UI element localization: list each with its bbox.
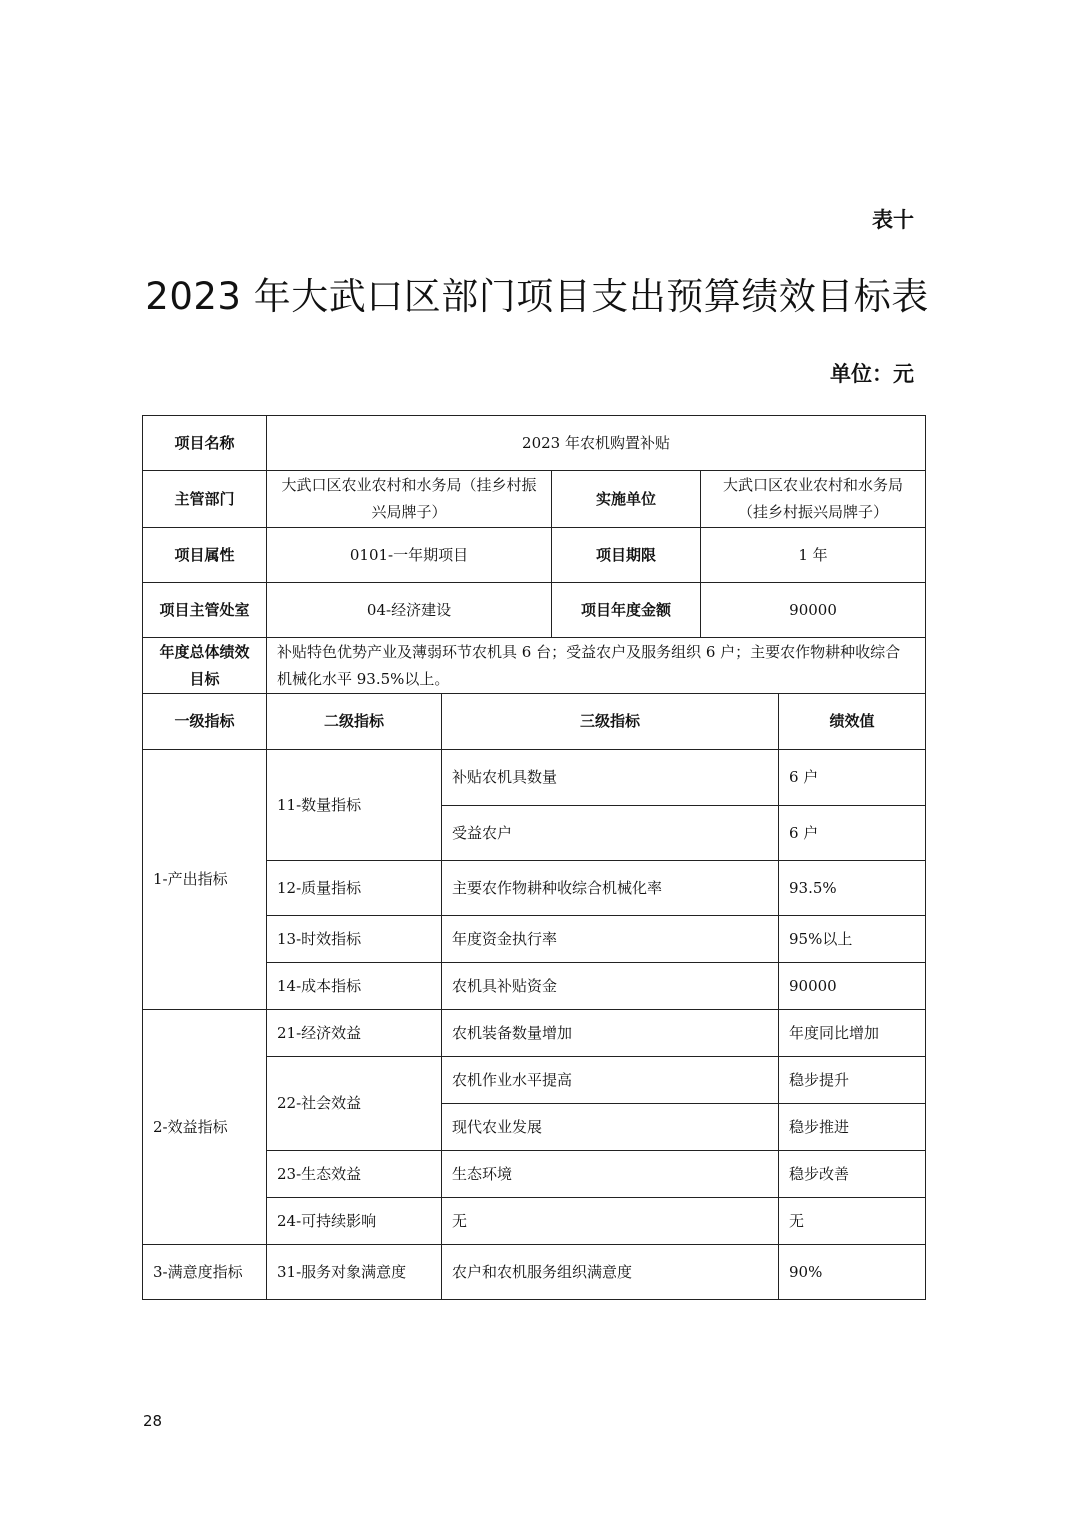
level3-item: 农机装备数量增加 [442, 1010, 779, 1057]
table-row [143, 1245, 926, 1300]
table-row [143, 1010, 926, 1057]
indicator-value: 稳步推进 [779, 1104, 926, 1151]
level3-item: 受益农户 [442, 806, 779, 861]
page-number: 28 [143, 1412, 163, 1430]
level1-output: 1-产出指标 [143, 750, 267, 1010]
period-label: 项目期限 [552, 528, 701, 583]
goal-label: 年度总体绩效目标 [143, 638, 267, 694]
indicator-value: 稳步改善 [779, 1151, 926, 1198]
indicator-value: 90% [779, 1245, 926, 1300]
period-value: 1 年 [701, 528, 926, 583]
level2-quantity: 11-数量指标 [267, 750, 442, 861]
goal-row [143, 638, 926, 694]
office-row [143, 583, 926, 638]
amount-label: 项目年度金额 [552, 583, 701, 638]
attr-label: 项目属性 [143, 528, 267, 583]
table-number: 表十 [872, 208, 914, 232]
indicator-value: 6 户 [779, 750, 926, 806]
header-level2: 二级指标 [267, 694, 442, 750]
attr-value: 0101-一年期项目 [267, 528, 552, 583]
level3-item: 现代农业发展 [442, 1104, 779, 1151]
office-value: 04-经济建设 [267, 583, 552, 638]
level2-social: 22-社会效益 [267, 1057, 442, 1151]
indicator-value: 无 [779, 1198, 926, 1245]
level1-benefit: 2-效益指标 [143, 1010, 267, 1245]
header-value: 绩效值 [779, 694, 926, 750]
attribute-row [143, 528, 926, 583]
indicator-value: 稳步提升 [779, 1057, 926, 1104]
level2-ecological: 23-生态效益 [267, 1151, 442, 1198]
header-level1: 一级指标 [143, 694, 267, 750]
table-row [143, 750, 926, 806]
performance-target-table [142, 415, 926, 1300]
indicator-value: 年度同比增加 [779, 1010, 926, 1057]
project-name-row [143, 416, 926, 471]
level2-sustainable: 24-可持续影响 [267, 1198, 442, 1245]
level1-satisfaction: 3-满意度指标 [143, 1245, 267, 1300]
indicator-value: 90000 [779, 963, 926, 1010]
level3-item: 农机作业水平提高 [442, 1057, 779, 1104]
level3-item: 无 [442, 1198, 779, 1245]
department-row [143, 471, 926, 528]
dept-value: 大武口区农业农村和水务局（挂乡村振兴局牌子） [267, 471, 552, 528]
header-level3: 三级指标 [442, 694, 779, 750]
amount-value: 90000 [701, 583, 926, 638]
indicator-value: 93.5% [779, 861, 926, 916]
indicator-value: 95%以上 [779, 916, 926, 963]
project-name-label: 项目名称 [143, 416, 267, 471]
level2-cost: 14-成本指标 [267, 963, 442, 1010]
indicator-header-row [143, 694, 926, 750]
level3-item: 农机具补贴资金 [442, 963, 779, 1010]
level3-item: 生态环境 [442, 1151, 779, 1198]
level3-item: 主要农作物耕种收综合机械化率 [442, 861, 779, 916]
goal-value: 补贴特色优势产业及薄弱环节农机具 6 台；受益农户及服务组织 6 户；主要农作物耕种收综合机械化水平 93.5%以上。 [267, 638, 926, 694]
office-label: 项目主管处室 [143, 583, 267, 638]
project-name-value: 2023 年农机购置补贴 [267, 416, 926, 471]
level2-economic: 21-经济效益 [267, 1010, 442, 1057]
level2-service-satisfaction: 31-服务对象满意度 [267, 1245, 442, 1300]
dept-label: 主管部门 [143, 471, 267, 528]
level3-item: 农户和农机服务组织满意度 [442, 1245, 779, 1300]
level3-item: 补贴农机具数量 [442, 750, 779, 806]
page-title: 2023 年大武口区部门项目支出预算绩效目标表 [145, 275, 929, 318]
level3-item: 年度资金执行率 [442, 916, 779, 963]
indicator-value: 6 户 [779, 806, 926, 861]
impl-label: 实施单位 [552, 471, 701, 528]
impl-value: 大武口区农业农村和水务局（挂乡村振兴局牌子） [701, 471, 926, 528]
level2-quality: 12-质量指标 [267, 861, 442, 916]
level2-timeliness: 13-时效指标 [267, 916, 442, 963]
unit-label: 单位：元 [830, 362, 914, 386]
